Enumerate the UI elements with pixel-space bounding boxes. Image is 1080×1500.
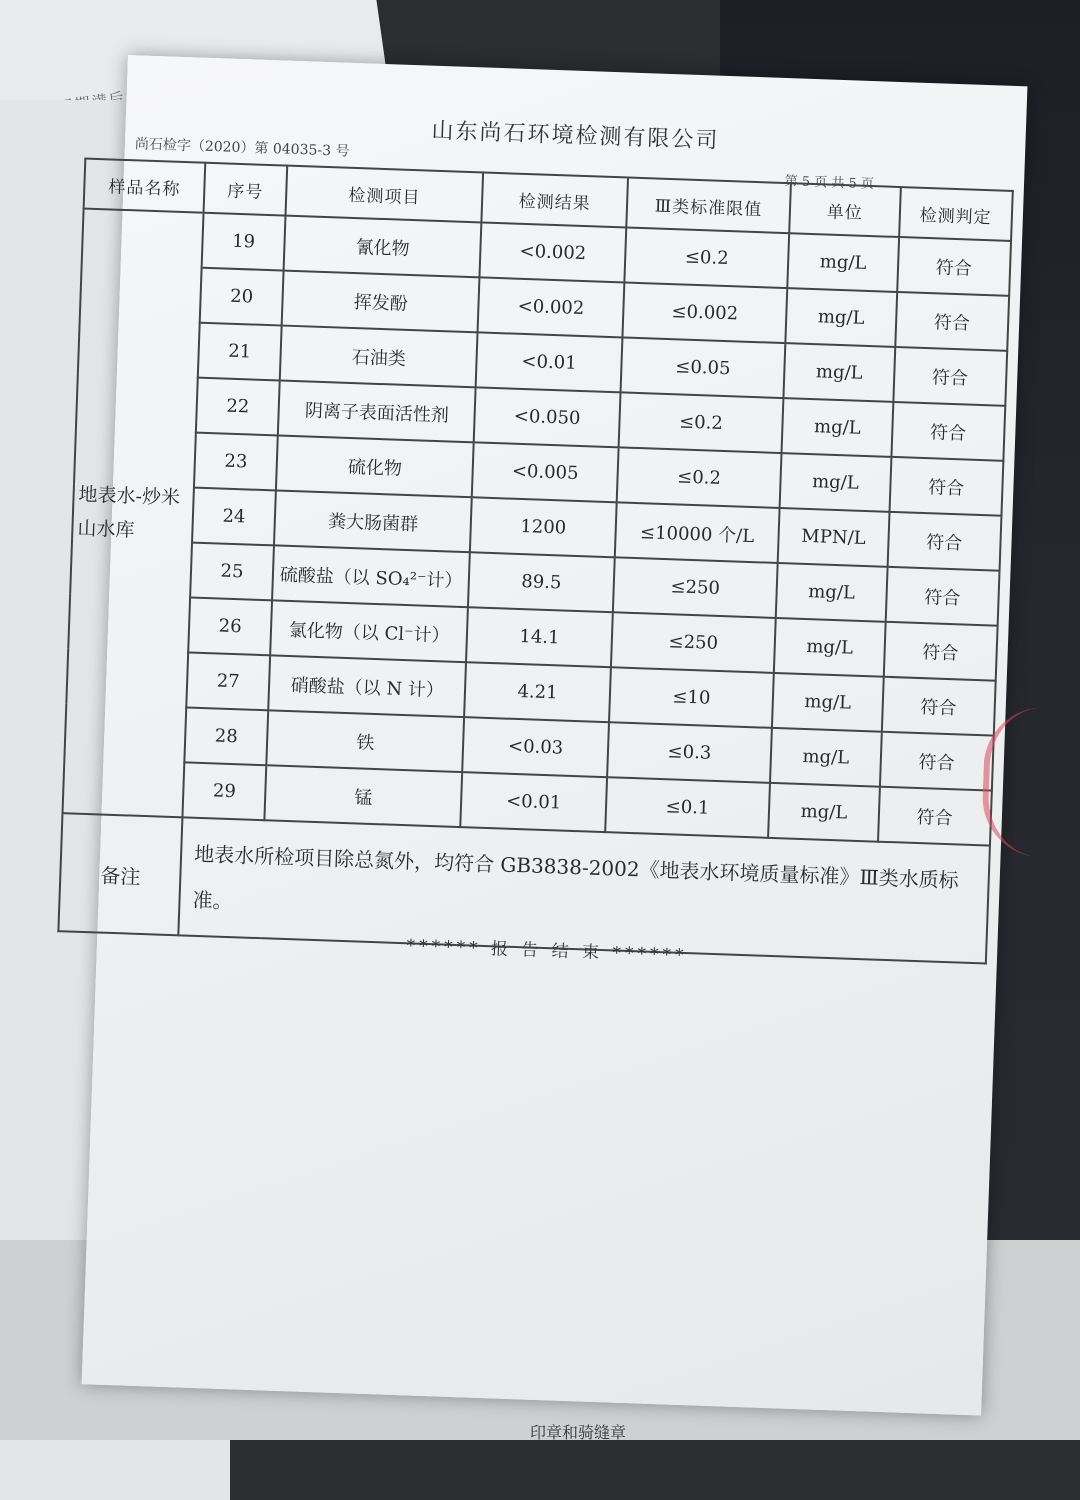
row-number: 22 <box>196 378 280 436</box>
column-header: 样品名称 <box>84 159 206 213</box>
sample-name: 地表水-炒米山水库 <box>63 209 204 818</box>
column-header: 单位 <box>790 183 901 237</box>
row-number: 26 <box>188 598 272 656</box>
row-number: 20 <box>200 268 284 326</box>
page-info: 第 5 页 共 5 页 <box>784 174 875 193</box>
remark-text: 地表水所检项目除总氮外，均符合 GB3838-2002《地表水环境质量标准》Ⅲ类水质标准。 <box>178 817 990 963</box>
test-item: 硫化物 <box>276 435 474 497</box>
row-number: 25 <box>190 543 274 601</box>
unit: MPN/L <box>778 508 889 567</box>
standard-limit: ≤0.1 <box>605 777 771 838</box>
standard-limit: ≤0.002 <box>622 282 788 343</box>
company-name: 山东尚石环境检测有限公司 <box>431 118 720 154</box>
test-result: 14.1 <box>467 607 613 667</box>
row-number: 28 <box>184 707 268 765</box>
column-header: 检测项目 <box>285 166 483 223</box>
column-header: 检测判定 <box>899 187 1013 241</box>
verdict: 符合 <box>879 732 993 791</box>
test-item: 氯化物（以 Cl⁻计） <box>270 600 468 662</box>
test-result: <0.03 <box>463 717 609 777</box>
report-end-mark: ****** 报 告 结 束 ****** <box>406 936 688 967</box>
row-number: 29 <box>183 762 267 820</box>
test-item: 粪大肠菌群 <box>274 490 472 552</box>
verdict: 符合 <box>895 292 1009 351</box>
test-result: <0.002 <box>478 277 624 337</box>
standard-limit: ≤0.3 <box>607 722 773 783</box>
report-page <box>77 55 1028 1416</box>
standard-limit: ≤0.05 <box>620 337 786 398</box>
verdict: 符合 <box>893 347 1007 406</box>
verdict: 符合 <box>891 402 1005 461</box>
test-item: 铁 <box>266 710 464 772</box>
unit: mg/L <box>782 398 893 457</box>
test-item: 硝酸盐（以 N 计） <box>268 655 466 717</box>
test-result: <0.01 <box>476 332 622 392</box>
test-item: 阴离子表面活性剂 <box>278 380 476 442</box>
test-result: <0.005 <box>472 442 618 502</box>
standard-limit: ≤10 <box>609 667 775 728</box>
test-result: <0.050 <box>474 387 620 447</box>
test-item: 挥发酚 <box>282 271 480 333</box>
verdict: 符合 <box>887 512 1001 571</box>
unit: mg/L <box>784 343 895 402</box>
standard-limit: ≤0.2 <box>618 392 784 453</box>
test-item: 石油类 <box>280 326 478 388</box>
standard-limit: ≤250 <box>612 557 778 618</box>
test-result: 89.5 <box>468 552 614 612</box>
bottom-paper-text: 印章和骑缝章 <box>530 1423 627 1442</box>
unit: mg/L <box>774 618 885 677</box>
standard-limit: ≤0.2 <box>616 447 782 508</box>
document-number: 尚石检字（2020）第 04035-3 号 <box>134 136 350 160</box>
row-number: 27 <box>186 652 270 710</box>
unit: mg/L <box>776 563 887 622</box>
column-header: Ⅲ类标准限值 <box>626 178 791 234</box>
unit: mg/L <box>788 233 899 292</box>
test-item: 硫酸盐（以 SO₄²⁻计） <box>272 545 470 607</box>
test-result: 1200 <box>470 497 616 557</box>
row-number: 24 <box>192 488 276 546</box>
row-number: 19 <box>202 213 286 271</box>
results-table <box>57 158 1013 965</box>
standard-limit: ≤0.2 <box>624 227 790 288</box>
remark-label: 备注 <box>58 813 182 935</box>
test-result: <0.01 <box>461 772 607 832</box>
verdict: 符合 <box>878 787 992 846</box>
row-number: 21 <box>198 323 282 381</box>
test-item: 氰化物 <box>284 216 482 278</box>
test-item: 锰 <box>264 765 462 827</box>
verdict: 符合 <box>889 457 1003 516</box>
unit: mg/L <box>768 783 879 842</box>
verdict: 符合 <box>885 567 999 626</box>
unit: mg/L <box>780 453 891 512</box>
unit: mg/L <box>770 728 881 787</box>
unit: mg/L <box>786 288 897 347</box>
column-header: 检测结果 <box>482 172 628 227</box>
column-header: 序号 <box>204 163 288 216</box>
test-result: <0.002 <box>480 222 626 282</box>
verdict: 符合 <box>881 677 995 736</box>
verdict: 符合 <box>883 622 997 681</box>
standard-limit: ≤10000 个/L <box>614 502 780 563</box>
unit: mg/L <box>772 673 883 732</box>
verdict: 符合 <box>897 237 1011 296</box>
standard-limit: ≤250 <box>611 612 777 673</box>
row-number: 23 <box>194 433 278 491</box>
test-result: 4.21 <box>465 662 611 722</box>
